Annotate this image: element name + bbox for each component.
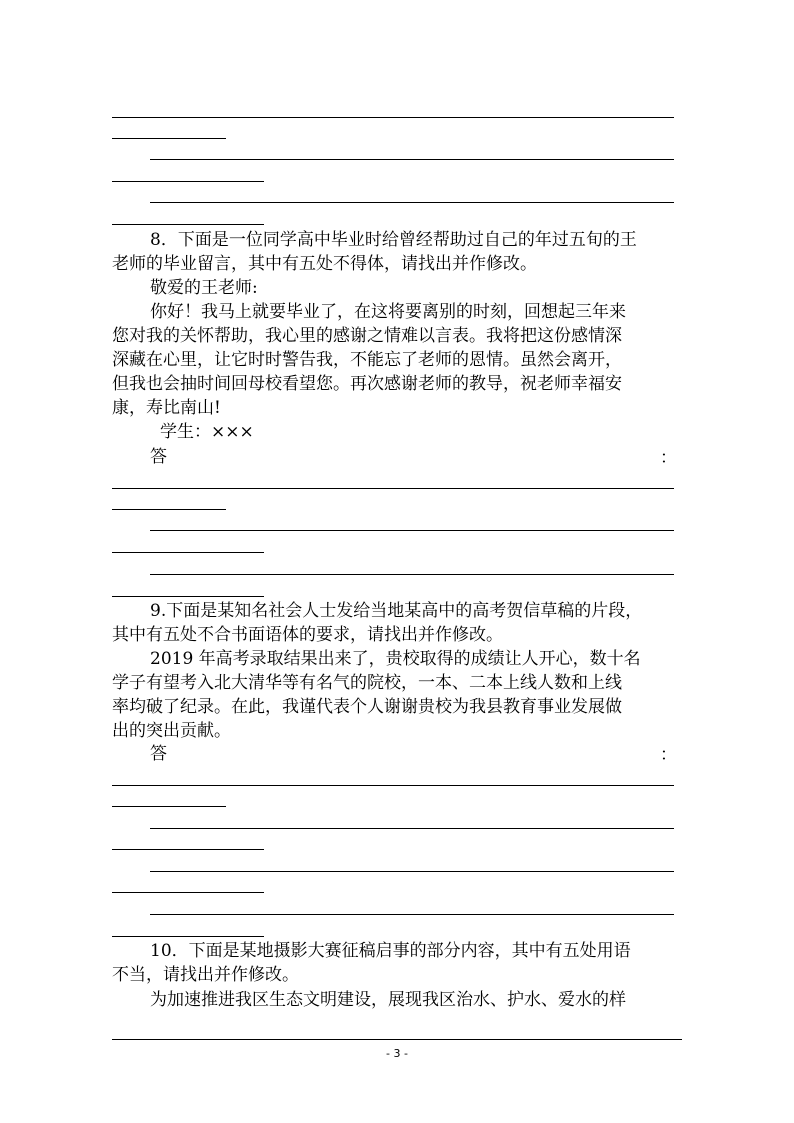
q10-stem-line1: 10．下面是某地摄影大赛征稿启事的部分内容，其中有五处用语 bbox=[150, 941, 631, 961]
answer-line bbox=[150, 871, 674, 872]
answer-line bbox=[112, 509, 226, 510]
q8-answer-colon: ： bbox=[660, 448, 677, 468]
q9-answer-label: 答 bbox=[150, 744, 167, 764]
answer-line bbox=[112, 806, 226, 807]
answer-line bbox=[150, 202, 674, 203]
q9-body-line1: 2019 年高考录取结果出来了，贵校取得的成绩让人开心，数十名 bbox=[150, 649, 641, 669]
q10-stem-line2: 不当，请找出并作修改。 bbox=[112, 965, 299, 985]
q9-body-line2: 学子有望考入北大清华等有名气的院校，一本、二本上线人数和上线 bbox=[112, 673, 622, 693]
answer-line bbox=[112, 117, 674, 118]
answer-line bbox=[112, 181, 264, 182]
answer-line bbox=[112, 596, 264, 597]
answer-line bbox=[112, 488, 674, 489]
answer-line bbox=[112, 785, 674, 786]
q9-body-line3: 率均破了纪录。在此，我谨代表个人谢谢贵校为我县教育事业发展做 bbox=[112, 697, 622, 717]
answer-line bbox=[150, 530, 674, 531]
q9-stem-line2: 其中有五处不合书面语体的要求，请找出并作修改。 bbox=[112, 625, 503, 645]
answer-line bbox=[150, 914, 674, 915]
answer-line bbox=[112, 138, 226, 139]
q8-answer-label: 答 bbox=[150, 447, 167, 467]
q8-body-line4: 但我也会抽时间回母校看望您。再次感谢老师的教导，祝老师幸福安 bbox=[112, 374, 622, 394]
answer-line bbox=[150, 574, 674, 575]
answer-line bbox=[112, 849, 264, 850]
q9-stem-line1: 9.下面是某知名社会人士发给当地某高中的高考贺信草稿的片段， bbox=[150, 601, 643, 621]
q8-body-line1: 你好！我马上就要毕业了，在这将要离别的时刻，回想起三年来 bbox=[150, 302, 626, 322]
q8-body-line5: 康，寿比南山! bbox=[112, 398, 221, 418]
page-number: - 3 - bbox=[386, 1047, 408, 1060]
footer-divider bbox=[112, 1039, 682, 1040]
q8-body-line3: 深藏在心里，让它时时警告我，不能忘了老师的恩情。虽然会离开， bbox=[112, 350, 622, 370]
answer-line bbox=[112, 552, 264, 553]
q8-body-line2: 您对我的关怀帮助，我心里的感谢之情难以言表。我将把这份感情深 bbox=[112, 326, 622, 346]
q9-answer-colon: ： bbox=[660, 745, 677, 765]
q8-stem-line2: 老师的毕业留言，其中有五处不得体，请找出并作修改。 bbox=[112, 254, 537, 274]
q9-body-line4: 出的突出贡献。 bbox=[112, 721, 231, 741]
q10-body-line1: 为加速推进我区生态文明建设，展现我区治水、护水、爱水的样 bbox=[150, 990, 626, 1010]
answer-line bbox=[112, 936, 264, 937]
answer-line bbox=[112, 224, 264, 225]
q8-salutation: 敬爱的王老师: bbox=[150, 278, 258, 298]
q8-stem-line1: 8．下面是一位同学高中毕业时给曾经帮助过自己的年过五旬的王 bbox=[150, 230, 637, 250]
answer-line bbox=[150, 159, 674, 160]
answer-line bbox=[112, 892, 264, 893]
q8-signature: 学生：××× bbox=[160, 422, 254, 442]
answer-line bbox=[150, 828, 674, 829]
